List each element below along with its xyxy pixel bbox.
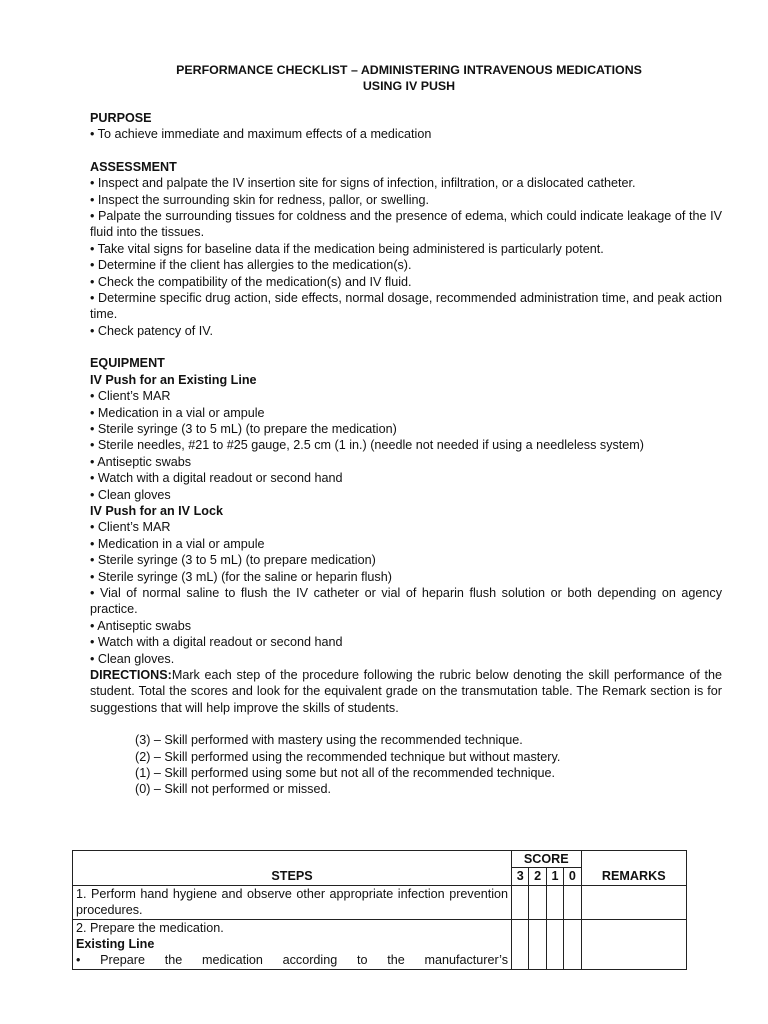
steps-header: STEPS (73, 851, 512, 886)
assessment-item: • Inspect and palpate the IV insertion site for signs of infection, infiltration, or a dislocated catheter. (90, 176, 636, 191)
score-cell-2[interactable] (529, 885, 546, 919)
purpose-item: • To achieve immediate and maximum effects of a medication (90, 127, 432, 142)
assessment-item: • Inspect the surrounding skin for redness, pallor, or swelling. (90, 192, 430, 207)
existing-line-item: • Medication in a vial or ampule (90, 405, 265, 420)
rubric-item-2: (2) – Skill performed using the recommended technique but without mastery. (135, 749, 561, 764)
iv-lock-item: • Clean gloves. (90, 651, 175, 666)
existing-line-item: • Antiseptic swabs (90, 454, 192, 469)
directions-text: Mark each step of the procedure following the rubric below denoting the skill performance of the student. Total the scores and look for the equivalent grade on the transmutation table. The Remark section is for suggestions that will help improve the skills of students. (90, 668, 722, 715)
score-cell-1[interactable] (546, 919, 563, 969)
purpose-heading: PURPOSE (90, 111, 152, 125)
score-header: SCORE (512, 851, 582, 868)
table-row (73, 919, 687, 969)
assessment-heading: ASSESSMENT (90, 159, 177, 174)
score-cell-3[interactable] (512, 885, 529, 919)
assessment-item: • Palpate the surrounding tissues for coldness and the presence of edema, which could indicate leakage of the IV fluid into the tissues. (90, 209, 722, 240)
step-cell (73, 919, 512, 969)
assessment-item: • Check patency of IV. (90, 323, 213, 338)
rubric-item-0: (0) – Skill not performed or missed. (135, 782, 331, 797)
existing-line-item: • Client’s MAR (90, 389, 171, 404)
directions-paragraph (90, 667, 722, 716)
score-column-2: 2 (529, 868, 546, 885)
existing-line-item: • Sterile syringe (3 to 5 mL) (to prepare the medication) (90, 421, 397, 436)
score-cell-1[interactable] (546, 885, 563, 919)
equipment-heading: EQUIPMENT (90, 356, 165, 371)
directions-label: DIRECTIONS: (90, 668, 172, 682)
assessment-item: • Determine specific drug action, side effects, normal dosage, recommended administration time, and peak action time. (90, 291, 722, 322)
assessment-item: • Check the compatibility of the medication(s) and IV fluid. (90, 274, 412, 289)
document-title-line-2: USING IV PUSH (362, 79, 456, 93)
score-cell-3[interactable] (512, 919, 529, 969)
score-cell-0[interactable] (564, 919, 581, 969)
checklist-table (72, 850, 687, 970)
rubric-item-3: (3) – Skill performed with mastery using the recommended technique. (135, 733, 523, 748)
remarks-cell[interactable] (581, 919, 686, 969)
step-subheading: Existing Line (76, 937, 155, 952)
table-row (73, 885, 687, 919)
rubric-list (90, 732, 722, 798)
existing-line-item: • Sterile needles, #21 to #25 gauge, 2.5 cm (1 in.) (needle not needed if using a needleless system) (90, 438, 644, 453)
iv-lock-item: • Sterile syringe (3 mL) (for the saline or heparin flush) (90, 569, 392, 584)
score-cell-2[interactable] (529, 919, 546, 969)
iv-lock-item: • Medication in a vial or ampule (90, 536, 265, 551)
document-page (90, 62, 722, 798)
iv-lock-heading: IV Push for an IV Lock (90, 503, 223, 518)
iv-lock-item: • Vial of normal saline to flush the IV catheter or vial of heparin flush solution or both depending on agency practice. (90, 585, 722, 617)
rubric-item-1: (1) – Skill performed using some but not all of the recommended technique. (135, 766, 556, 781)
score-column-0: 0 (564, 868, 581, 885)
score-column-3: 3 (512, 868, 529, 885)
existing-line-item: • Clean gloves (90, 487, 171, 502)
score-column-1: 1 (546, 868, 563, 885)
document-title-line-1: PERFORMANCE CHECKLIST – ADMINISTERING INTRAVENOUS MEDICATIONS (176, 63, 642, 77)
assessment-item: • Determine if the client has allergies to the medication(s). (90, 258, 412, 273)
step-text: 2. Prepare the medication. (76, 920, 224, 935)
step-cell: 1. Perform hand hygiene and observe other appropriate infection prevention procedures. (73, 885, 512, 919)
table-header-row (73, 851, 687, 868)
assessment-item: • Take vital signs for baseline data if the medication being administered is particularly potent. (90, 241, 604, 256)
score-cell-0[interactable] (564, 885, 581, 919)
existing-line-item: • Watch with a digital readout or second hand (90, 471, 343, 486)
iv-lock-item: • Watch with a digital readout or second hand (90, 635, 343, 650)
iv-lock-item: • Antiseptic swabs (90, 618, 192, 633)
step-bullet: • Prepare the medication according to the manufacturer’s (76, 953, 509, 968)
existing-line-heading: IV Push for an Existing Line (90, 372, 257, 387)
iv-lock-item: • Sterile syringe (3 to 5 mL) (to prepare medication) (90, 553, 376, 568)
remarks-cell[interactable] (581, 885, 686, 919)
remarks-header: REMARKS (581, 851, 686, 886)
iv-lock-item: • Client’s MAR (90, 520, 171, 535)
